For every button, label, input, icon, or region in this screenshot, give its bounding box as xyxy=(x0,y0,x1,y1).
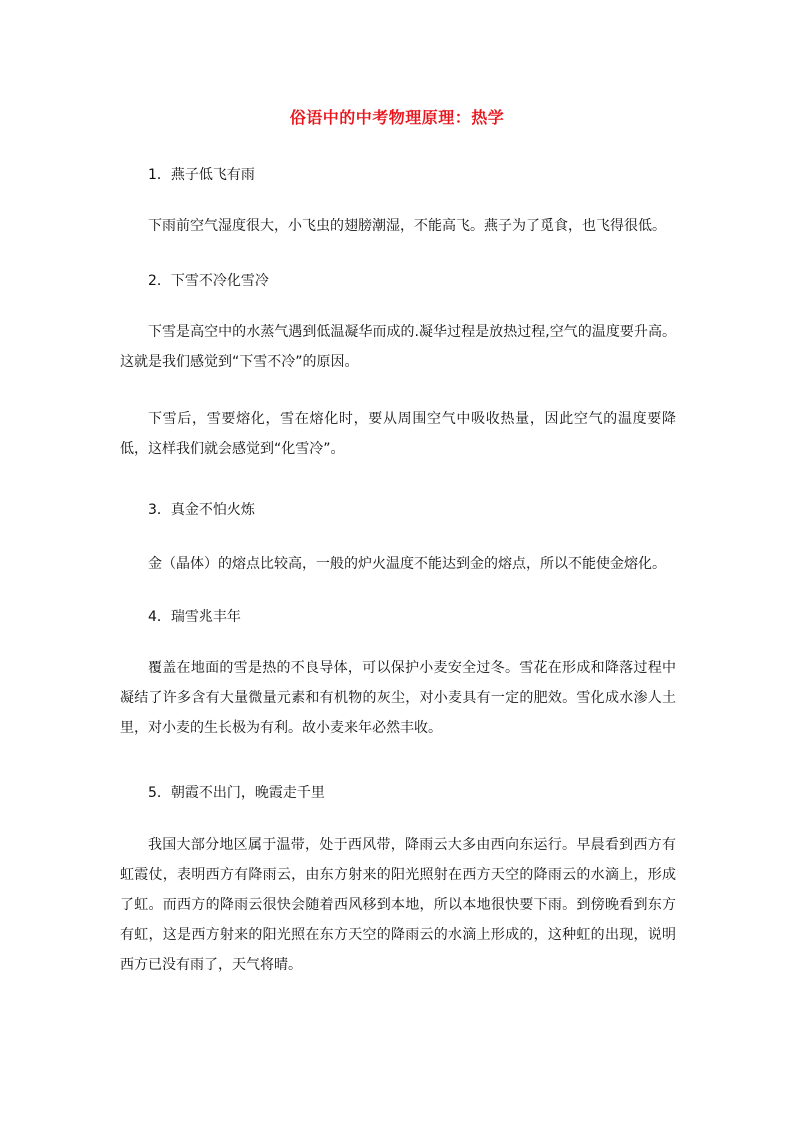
section-3-heading: 3．真金不怕火炼 xyxy=(148,502,255,518)
section-2-heading: 2．下雪不冷化雪冷 xyxy=(148,273,269,289)
section-5-paragraph-1: 我国大部分地区属于温带，处于西风带，降雨云大多由西向东运行。早晨看到西方有虹霞仗，表明西方有降雨云，由东方射来的阳光照射在西方天空的降雨云的水滴上，形成了虹。而西方的降雨云很快会随着西风移到本地，所以本地很快要下雨。到傍晚看到东方有虹，这是西方射来的阳光照在东方天空的降雨云的水滴上形成的，这种虹的出现，说明西方已没有雨了，天气将晴。 xyxy=(120,837,676,973)
section-4-paragraph-1: 覆盖在地面的雪是热的不良导体，可以保护小麦安全过冬。雪花在形成和降落过程中凝结了许多含有大量微量元素和有机物的灰尘，对小麦具有一定的肥效。雪化成水渗人土里，对小麦的生长极为有利。故小麦来年必然丰收。 xyxy=(120,660,676,736)
section-4-heading: 4．瑞雪兆丰年 xyxy=(148,609,241,625)
section-2-paragraph-1: 下雪是高空中的水蒸气遇到低温凝华而成的.凝华过程是放热过程,空气的温度要升高。这就是我们感觉到“下雪不冷”的原因。 xyxy=(120,324,676,370)
section-1-heading: 1．燕子低飞有雨 xyxy=(148,167,255,183)
section-3-paragraph-1: 金（晶体）的熔点比较高，一般的炉火温度不能达到金的熔点，所以不能使金熔化。 xyxy=(148,556,666,572)
section-2-paragraph-2: 下雪后，雪要熔化，雪在熔化时，要从周围空气中吸收热量，因此空气的温度要降低，这样我们就会感觉到“化雪冷”。 xyxy=(120,411,676,457)
document-title: 俗语中的中考物理原理：热学 xyxy=(289,108,505,127)
section-5-heading: 5．朝霞不出门，晚霞走千里 xyxy=(148,785,325,801)
section-1-paragraph-1: 下雨前空气湿度很大，小飞虫的翅膀潮湿，不能高飞。燕子为了觅食，也飞得很低。 xyxy=(148,218,666,234)
